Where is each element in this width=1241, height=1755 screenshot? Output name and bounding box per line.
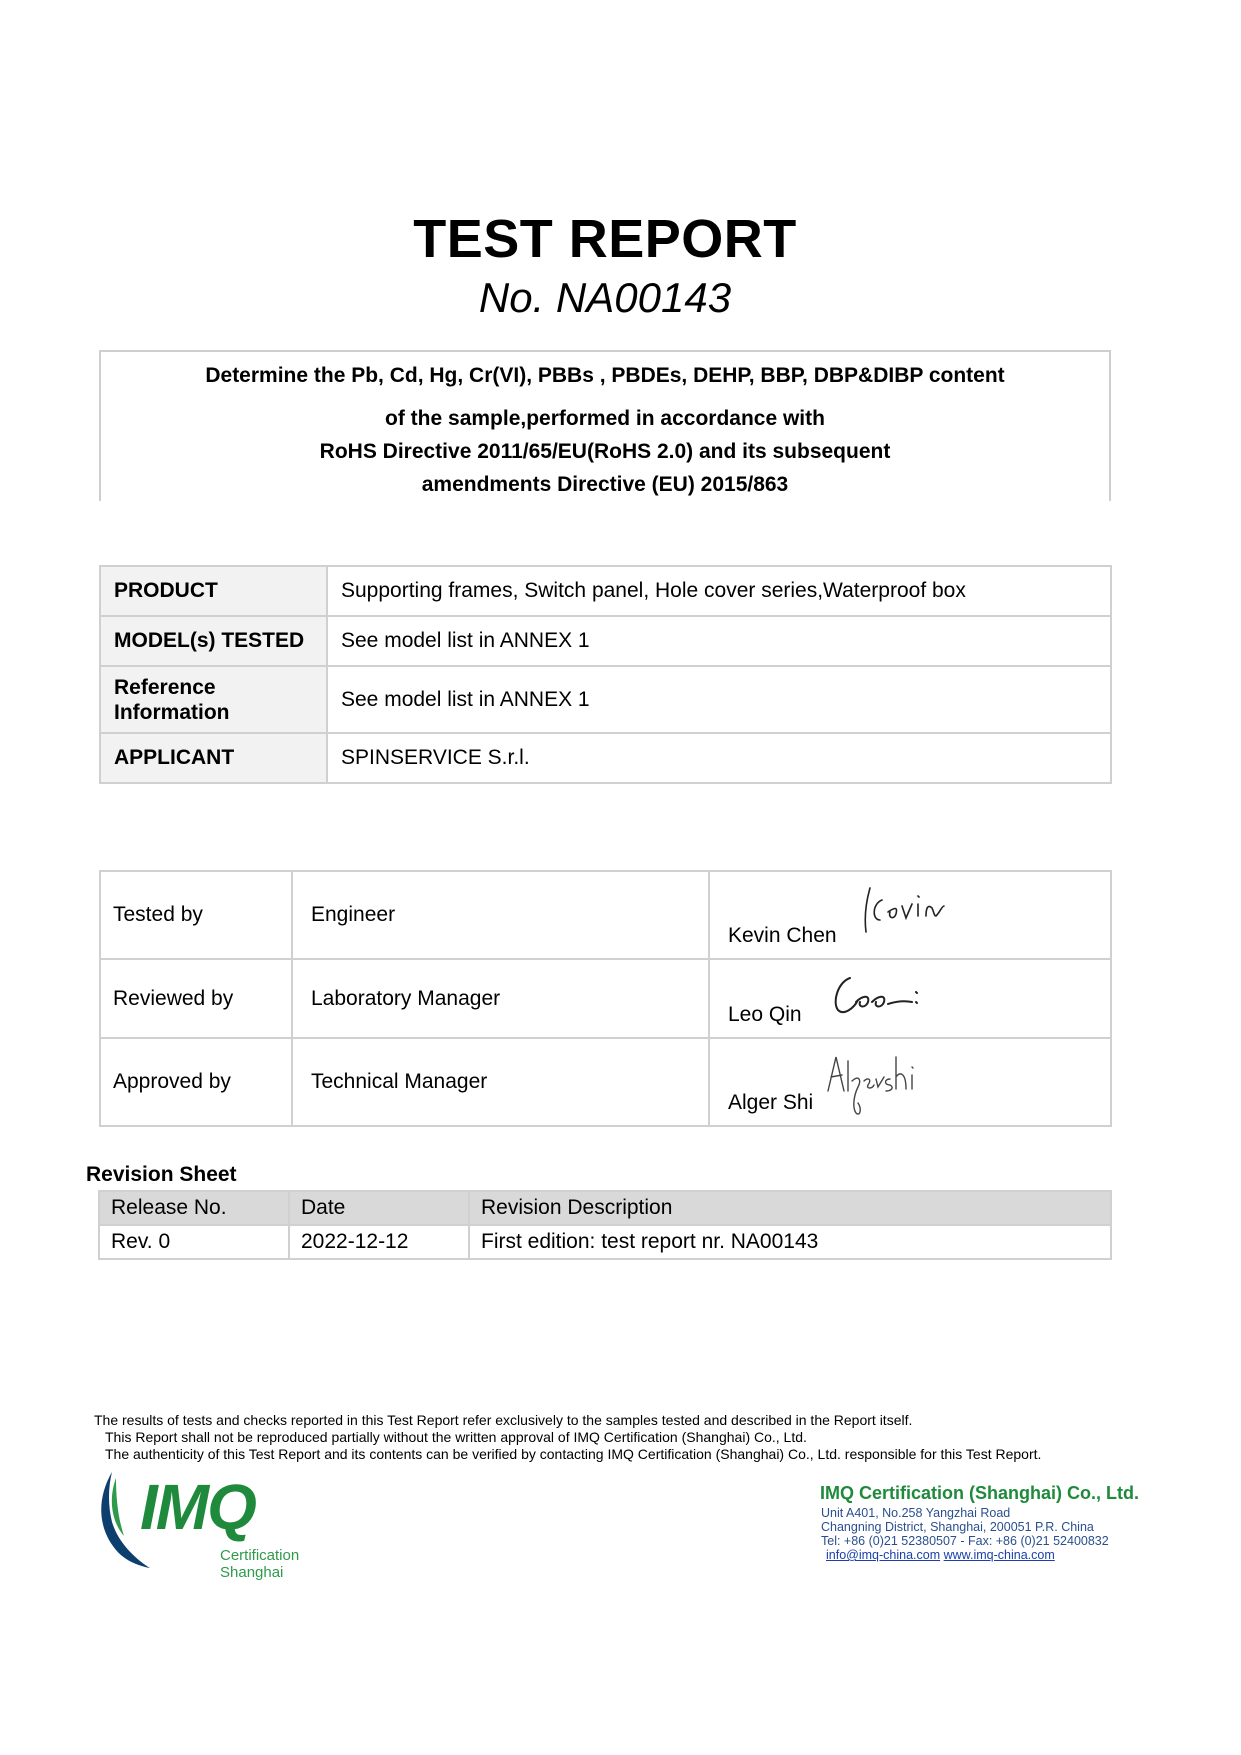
scope-line-2: of the sample,performed in accordance with: [385, 407, 825, 430]
signer-name: Kevin Chen: [728, 924, 837, 947]
info-label: MODEL(s) TESTED: [100, 616, 327, 666]
company-name: IMQ Certification (Shanghai) Co., Ltd.: [820, 1483, 1139, 1503]
column-header: Release No.: [99, 1191, 289, 1225]
handwritten-signature: [822, 1051, 922, 1121]
revision-sheet-title: Revision Sheet: [86, 1163, 237, 1186]
info-value: See model list in ANNEX 1: [327, 616, 1111, 666]
info-row-applicant: [100, 733, 1111, 783]
signer-name: Alger Shi: [728, 1091, 814, 1114]
info-value: See model list in ANNEX 1: [327, 666, 1111, 733]
signature-table: [99, 870, 1112, 1127]
info-row-product: [100, 566, 1111, 616]
revision-header-row: [99, 1191, 1111, 1225]
signature-row-tested: [100, 871, 1111, 959]
signature-position: Engineer: [292, 871, 709, 959]
revision-date: 2022-12-12: [289, 1225, 469, 1259]
info-label: Reference Information: [100, 666, 327, 733]
signature-person: [709, 871, 1111, 959]
signature-position: Technical Manager: [292, 1038, 709, 1126]
product-info-table: [99, 565, 1112, 784]
column-header: Date: [289, 1191, 469, 1225]
signature-role: Reviewed by: [100, 959, 292, 1038]
scope-line-3: RoHS Directive 2011/65/EU(RoHS 2.0) and its subsequent: [319, 440, 891, 463]
scope-line-1: Determine the Pb, Cd, Hg, Cr(VI), PBBs , PBDEs, DEHP, BBP, DBP&DIBP content: [205, 364, 1005, 387]
logo-wordmark: IMQ: [140, 1471, 255, 1543]
table-row: [99, 1225, 1111, 1259]
phone-fax: Tel: +86 (0)21 52380507 - Fax: +86 (0)21 52400832: [821, 1534, 1109, 1548]
signature-person: [709, 1038, 1111, 1126]
logo-location: Shanghai: [220, 1564, 284, 1581]
imq-logo: [94, 1470, 324, 1590]
info-value: Supporting frames, Switch panel, Hole cover series,Waterproof box: [327, 566, 1111, 616]
disclaimer-line-2: This Report shall not be reproduced partially without the written approval of IMQ Certification (Shanghai) Co., Ltd.: [105, 1429, 807, 1445]
info-value: SPINSERVICE S.r.l.: [327, 733, 1111, 783]
signature-position: Laboratory Manager: [292, 959, 709, 1038]
address-line-2: Changning District, Shanghai, 200051 P.R. China: [821, 1520, 1094, 1534]
signature-row-approved: [100, 1038, 1111, 1126]
disclaimer-line-3: The authenticity of this Test Report and its contents can be verified by contacting IMQ Certification (Shanghai) Co., Ltd. responsible for this Test Report.: [105, 1446, 1042, 1462]
signer-name: Leo Qin: [728, 1003, 802, 1026]
signature-row-reviewed: [100, 959, 1111, 1038]
report-title: TEST REPORT: [413, 209, 797, 269]
report-number: No. NA00143: [478, 274, 732, 321]
signature-role: Approved by: [100, 1038, 292, 1126]
scope-line-4: amendments Directive (EU) 2015/863: [421, 473, 789, 496]
signature-role: Tested by: [100, 871, 292, 959]
info-row-model: [100, 616, 1111, 666]
logo-subtitle: Certification: [220, 1547, 300, 1564]
release-number: Rev. 0: [99, 1225, 289, 1259]
email-link[interactable]: info@imq-china.com: [826, 1548, 941, 1562]
revision-table: [98, 1190, 1112, 1260]
disclaimer-line-1: The results of tests and checks reported in this Test Report refer exclusively to the samples tested and described in the Report itself.: [94, 1412, 913, 1428]
info-row-reference: [100, 666, 1111, 733]
handwritten-signature: [828, 972, 928, 1022]
handwritten-signature: [858, 882, 948, 942]
test-scope-box: [99, 350, 1111, 501]
contact-links: [826, 1548, 1055, 1562]
info-label: APPLICANT: [100, 733, 327, 783]
website-link[interactable]: www.imq-china.com: [943, 1548, 1055, 1562]
revision-description: First edition: test report nr. NA00143: [469, 1225, 1111, 1259]
info-label: PRODUCT: [100, 566, 327, 616]
signature-person: [709, 959, 1111, 1038]
address-line-1: Unit A401, No.258 Yangzhai Road: [821, 1506, 1011, 1520]
column-header: Revision Description: [469, 1191, 1111, 1225]
